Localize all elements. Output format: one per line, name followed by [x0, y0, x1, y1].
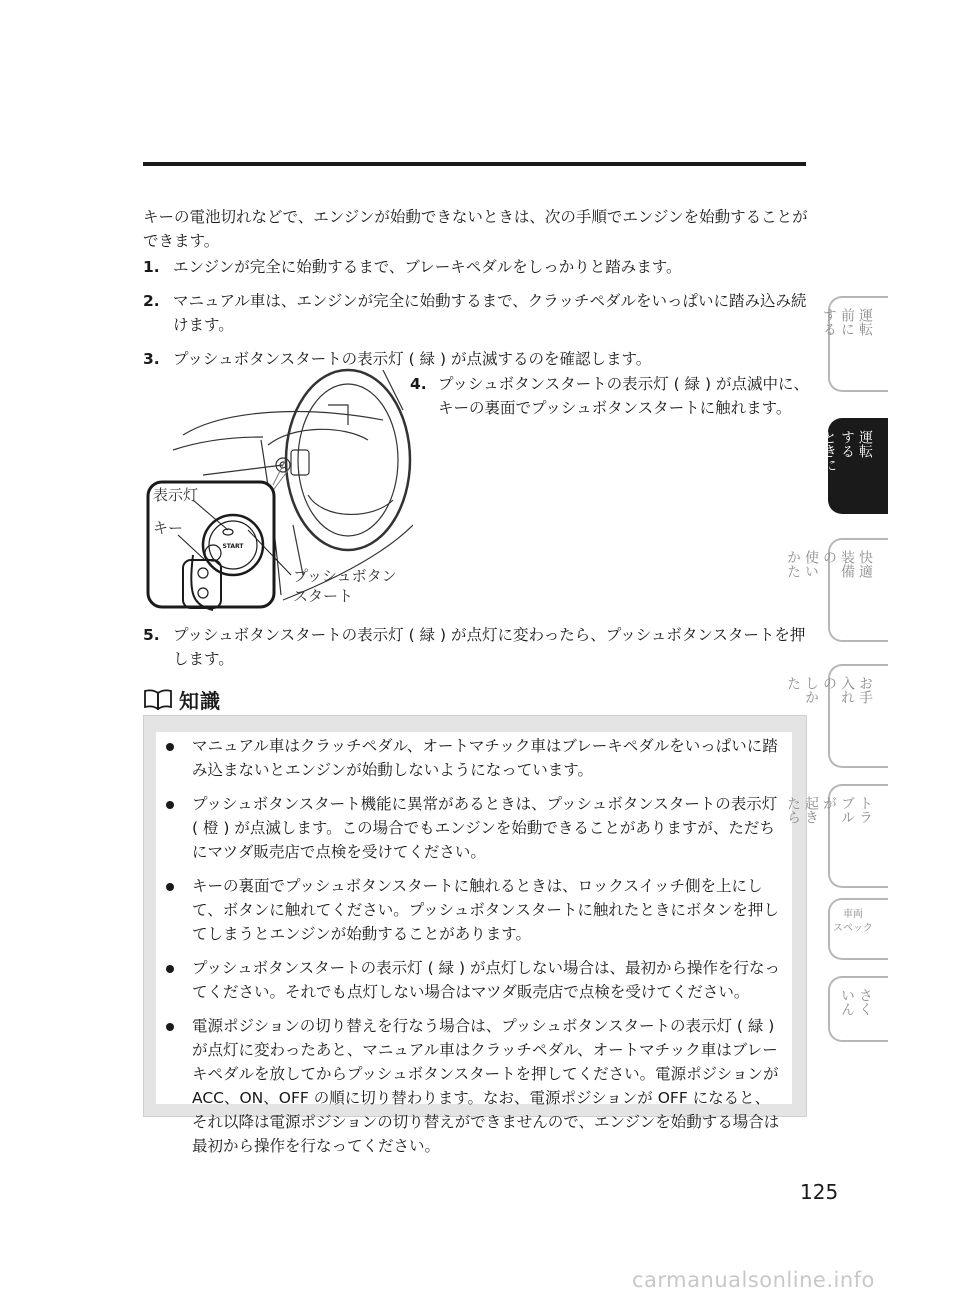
knowledge-item — [156, 956, 792, 1004]
open-book-icon — [143, 688, 173, 710]
intro-paragraph: キーの電池切れなどで、エンジンが始動できないときは、次の手順でエンジンを始動することができます。 — [143, 208, 808, 250]
tab-comfort-equipment[interactable] — [785, 538, 888, 642]
steps-list — [143, 255, 808, 381]
tab-maintenance[interactable] — [785, 664, 888, 768]
tab-label: トラ ブル が 起き たら — [785, 796, 873, 824]
tab-label: 快適 装備 の 使い かた — [785, 550, 873, 578]
knowledge-box — [143, 715, 807, 1155]
step-text: プッシュボタンスタートの表示灯 ( 緑 ) が点滅中に、キーの裏面でプッシュボタンスタートに触れます。 — [438, 375, 809, 417]
bullet-icon — [166, 883, 174, 891]
tab-label: 車両 スペック — [833, 909, 873, 934]
knowledge-item-text: プッシュボタンスタートの表示灯 ( 緑 ) が点灯しない場合は、最初から操作を行なってください。それでも点灯しない場合はマツダ販売店で点検を受けてください。 — [192, 959, 780, 1001]
step-number: 3. — [143, 350, 160, 368]
watermark: carmanualsonline.info — [632, 1268, 875, 1292]
step-number: 2. — [143, 292, 160, 310]
step-number: 4. — [410, 375, 427, 393]
tab-before-driving[interactable] — [821, 296, 888, 392]
page-number: 125 — [800, 1180, 839, 1204]
bullet-icon — [166, 1023, 174, 1031]
knowledge-item — [156, 792, 792, 864]
tab-label: お手 入れ の しか た — [785, 676, 873, 704]
knowledge-item-text: マニュアル車はクラッチペダル、オートマチック車はブレーキペダルをいっぱいに踏み込まないとエンジンが始動しないようになっています。 — [192, 737, 778, 779]
step-2 — [143, 289, 808, 337]
knowledge-item — [156, 1014, 792, 1158]
step-number: 5. — [143, 626, 160, 644]
knowledge-item-text: 電源ポジションの切り替えを行なう場合は、プッシュボタンスタートの表示灯 ( 緑 ) が点灯に変わったあと、マニュアル車はクラッチペダル、オートマチック車はブレーキペダルを放してからプッシュボタンスタートを押してください。電源ポジションが ACC、ON、OFF の順に切り替わります。なお、電源ポジションが OFF になると、それ以降は電源ポジションの切り替えができませんので、エンジンを始動する場合は最初から操作を行なってください。 — [192, 1017, 780, 1155]
tab-troubleshooting[interactable] — [785, 784, 888, 888]
step-number: 1. — [143, 258, 160, 276]
tab-label: さく いん — [839, 988, 873, 1016]
push-button-label-line2: スタート — [293, 587, 354, 605]
step-text: プッシュボタンスタートの表示灯 ( 緑 ) が点灯に変わったら、プッシュボタンスタートを押します。 — [173, 626, 806, 668]
tab-label: 運転 前に する — [821, 308, 873, 336]
step-text: プッシュボタンスタートの表示灯 ( 緑 ) が点滅するのを確認します。 — [173, 350, 652, 368]
knowledge-item-text: プッシュボタンスタート機能に異常があるときは、プッシュボタンスタートの表示灯 ( 橙 ) が点滅します。この場合でもエンジンを始動できることがありますが、ただちにマツダ販売店で点検を受けてください。 — [192, 795, 778, 861]
knowledge-inner — [156, 732, 792, 1155]
step-text: マニュアル車は、エンジンが完全に始動するまで、クラッチペダルをいっぱいに踏み込み続けます。 — [173, 292, 807, 334]
tab-label: 運転 する ときに — [821, 430, 873, 472]
key-label: キー — [153, 519, 184, 537]
step-text: エンジンが完全に始動するまで、ブレーキペダルをしっかりと踏みます。 — [173, 258, 682, 276]
indicator-label: 表示灯 — [153, 486, 199, 504]
tab-index[interactable] — [828, 976, 888, 1042]
knowledge-heading — [143, 683, 221, 715]
top-rule — [143, 162, 806, 166]
bullet-icon — [166, 743, 174, 751]
knowledge-item — [156, 734, 792, 782]
bullet-icon — [166, 965, 174, 973]
step-4 — [410, 372, 810, 420]
knowledge-item-text: キーの裏面でプッシュボタンスタートに触れるときは、ロックスイッチ側を上にして、ボタンに触れてください。プッシュボタンスタートに触れたときにボタンを押してしまうとエンジンが始動することがあります。 — [192, 877, 779, 943]
step-5 — [143, 623, 808, 671]
steering-wheel-push-button-start-illustration — [143, 365, 413, 615]
knowledge-item — [156, 874, 792, 946]
tab-while-driving[interactable] — [821, 418, 888, 514]
knowledge-list — [156, 734, 792, 1168]
push-button-label-line1: プッシュボタン — [293, 567, 397, 585]
knowledge-title: 知識 — [179, 688, 221, 713]
step-1 — [143, 255, 808, 279]
start-button-text: START — [222, 543, 244, 550]
bullet-icon — [166, 801, 174, 809]
